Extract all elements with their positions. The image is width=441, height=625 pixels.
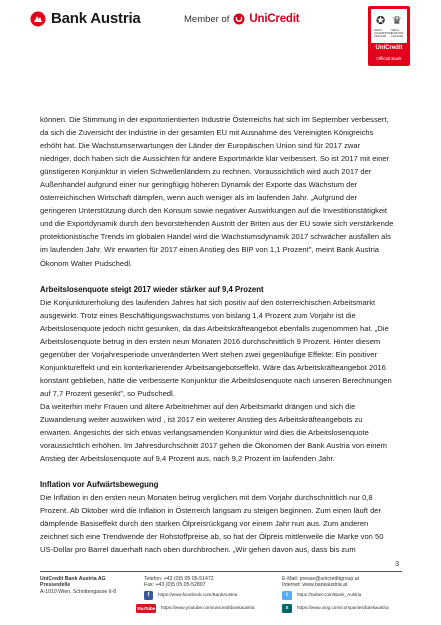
text-line: können. Die Stimmung in der exportorientierten Industrie Österreichs hat sich im September verbessert,	[40, 115, 389, 124]
europa-league-text: UEFA EUROPA LEAGUE	[391, 28, 404, 39]
paragraph-inflation	[40, 491, 406, 556]
official-bank-badge	[368, 6, 410, 66]
xing-url: https://www.xing.com/companies/bankaustria	[297, 605, 389, 611]
footer-dept: Pressestelle	[40, 582, 71, 589]
text-line: da sich die Zuversicht der Industrie in der gesamten EU mit Ausnahme des Vereinigten Königreichs	[40, 128, 374, 138]
text-line: Zuwanderung weiter auswirken wird , ist 2017 ein weiterer Anstieg des Arbeitskräfteangebots zu	[40, 415, 363, 425]
xing-icon: x	[282, 604, 292, 613]
youtube-url: https://www.youtube.com/unicreditbankaustria	[161, 605, 255, 611]
bank-austria-logo-icon	[30, 11, 46, 27]
text-line: erhöht hat. Die Wachstumserwartungen der Länder der Europäischen Union sind für 2017 zwar	[40, 141, 361, 151]
text-line: konstant geblieben, hätte die verbesserte Konjunktur die Arbeitslosenquote nach unseren Berechnungen	[40, 375, 392, 385]
footer-divider	[40, 571, 402, 572]
text-line: erwarten. Angesichts der sich etwas verlangsamenden Konjunktur wird dies die Arbeitslosenquote	[40, 428, 369, 438]
champions-league-star-icon: ✪	[376, 15, 386, 27]
youtube-icon: YouTube	[136, 606, 156, 611]
text-line: US-Dollar pro Barrel dauerhaft nach oben durchbrochen. „Wir gehen davon aus, dass bis zum	[40, 545, 356, 555]
paragraph-outlook	[40, 113, 406, 270]
group-name: UniCredit	[249, 13, 300, 25]
text-line: voraussichtlich erhöhen. Im Jahresdurchschnitt 2017 gehen die Ökonomen der Bank Austria von einem	[40, 441, 387, 451]
facebook-url: https://www.facebook.com/BankAustria	[158, 592, 238, 598]
footer-company: UniCredit Bank Austria AG	[40, 576, 106, 582]
text-line: Arbeitslosenquote betrug in den ersten neun Monaten 2016 durchschnittlich 9 Prozent. Hinter diesem	[40, 336, 381, 346]
unicredit-logo-icon	[233, 13, 245, 25]
footer-internet[interactable]: Internet: www.bankaustria.at	[282, 582, 348, 589]
text-line: Die Inflation in den ersten neun Monaten betrug verglichen mit dem Vorjahr durchschnittlich nur 0,8	[40, 493, 373, 503]
heading-inflation: Inflation vor Aufwärtsbewegung	[40, 480, 159, 490]
text-line: auf 7,7 Prozent gesenkt", so Pudschedl.	[40, 388, 175, 398]
footer-phone: Telefon: +43 (0)5 05 05-51472	[144, 576, 214, 582]
text-line: Außenhandel aufgrund einer nur geringfügig höheren Dynamik der Exporte das Wachstum der	[40, 180, 358, 190]
footer-address-column	[40, 576, 116, 595]
footer-fax: Fax: +43 (0)5 05 05-52807	[144, 582, 206, 589]
text-line: zeichnet sich eine Trendwende der Rohstoffpreise ab, so hat der Ölpreis mittlerweile die Marke von 50	[40, 532, 384, 542]
page-number: 3	[395, 559, 400, 568]
text-line: gegenüber der Vorjahresperiode unveränderten Wert stehen zwei gegenläufige Effekte: Ein positiver	[40, 349, 378, 359]
twitter-icon: t	[282, 591, 292, 600]
page-header	[0, 0, 441, 78]
badge-official-text: Official Bank	[376, 56, 402, 61]
text-line: und die Exportdynamik durch den bevorstehenden Austritt der Briten aus der EU sowie sich verstärkende	[40, 219, 394, 229]
facebook-link[interactable]	[144, 591, 237, 600]
twitter-url: https://twitter.com/Bank_Austria	[297, 592, 362, 598]
paragraph-labor-market	[40, 296, 406, 400]
text-line: protektionistische Trends im globalen Handel wird die Wachstumsdynamik 2017 schwächer ausfallen als	[40, 232, 391, 242]
text-line: ausgewirkt. Trotz eines Beschäftigungswachstums von bislang 1,4 Prozent zum Vorjahr ist die	[40, 310, 356, 320]
footer-phone-column	[144, 576, 214, 589]
text-line: Anstieg der Arbeitslosenquote auf 9,4 Prozent aus, nach 9,2 Prozent im laufenden Jahr.	[40, 454, 335, 464]
text-line: Die Konjunkturerholung des laufenden Jahres hat sich positiv auf den österreichischen Arbeitsmarkt	[40, 297, 376, 307]
text-line: Arbeitslosenquote jedoch nicht gesunken, da das Arbeitskräfteangebot ebenfalls zugenommen hat. „Die	[40, 323, 389, 333]
text-line: Ökonom Walter Pudschedl.	[40, 258, 133, 268]
text-line: dämpfende Basiseffekt durch den starken Ölpreisrückgang vor einem Jahr nun aus. Zum anderen	[40, 519, 369, 529]
text-line: Da weiterhin mehr Frauen und ältere Arbeitnehmer auf den Arbeitsmarkt drängen und sich die	[40, 401, 356, 411]
xing-link[interactable]	[282, 604, 389, 613]
text-line: Konjunktureffekt und ein konterkarierender Arbeitsangebotseffekt. Wäre das Arbeitskräfteangebot 2016	[40, 362, 386, 372]
twitter-link[interactable]	[282, 591, 361, 600]
text-line: im laufenden Jahr. Wir erwarten für 2017 einen Anstieg des BIP von 1,1 Prozent", meint Bank Austria	[40, 245, 379, 255]
member-of-unicredit	[184, 13, 299, 25]
text-line: österreichischen Wirtschaft dämpfen, wenn auch weniger als im laufenden Jahr. „Aufgrund der	[40, 193, 357, 203]
press-release-body	[40, 113, 406, 557]
europa-league-trophy-icon: ♛	[392, 15, 402, 27]
paragraph-labor-supply	[40, 400, 406, 465]
text-line: niedriger, doch haben sich die Aussichten für andere Exportmärkte klar verbessert. So ist 2017 mit einer	[40, 154, 390, 164]
footer-email[interactable]: E-Mail: presse@unicreditgroup.at	[282, 576, 360, 582]
facebook-icon: f	[144, 591, 153, 600]
footer-contact-column	[282, 576, 359, 589]
heading-unemployment: Arbeitslosenquote steigt 2017 wieder stärker auf 9,4 Prozent	[40, 284, 264, 294]
text-line: Prozent. Ab Oktober wird die Inflation in Österreich langsam zu steigen beginnen. Zum einen läuft der	[40, 506, 382, 516]
bank-austria-logo	[30, 10, 141, 27]
footer-address: A-1010 Wien, Schottengasse 6-8	[40, 588, 117, 595]
member-of-label: Member of	[184, 13, 230, 25]
badge-brand-text: UniCredit	[375, 45, 403, 51]
champions-league-text: UEFA CHAMPIONS LEAGUE	[374, 28, 393, 39]
youtube-link[interactable]	[136, 604, 254, 613]
text-line: günstigeren Konjunktur in vielen Schwellenländern zu rechnen. Voraussichtlich wird auch 2017 der	[40, 167, 372, 177]
badge-logos-panel	[371, 9, 407, 43]
text-line: geringeren Unterstützung durch den Konsum sowie negativer Auswirkungen auf die Investitionstätigkeit	[40, 206, 387, 216]
brand-name: Bank Austria	[51, 10, 141, 27]
